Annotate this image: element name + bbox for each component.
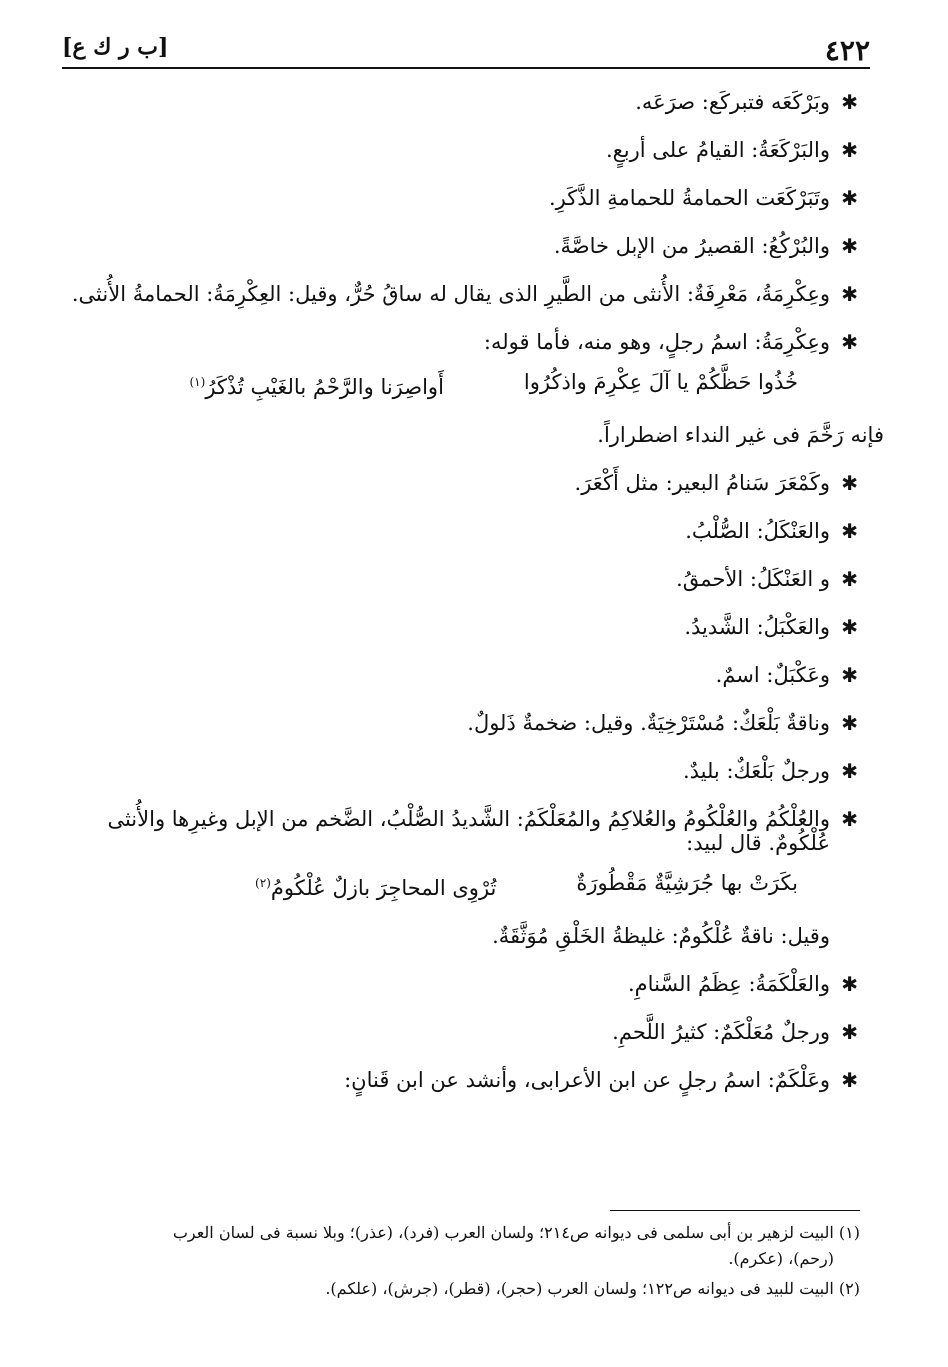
entry-star-icon: ✱ (841, 759, 858, 783)
footnote-item (66, 1276, 860, 1302)
page-number: ٤٢٢ (824, 34, 870, 67)
footnote-text: البيت للبيد فى ديوانه ص١٢٢؛ ولسان العرب (حجر)، (قطر)، (جرش)، (علكم). (325, 1279, 834, 1298)
verse-first-hemistich: خُذُوا حَظَّكُمْ يا آلَ عِكْرِمَ واذكُرُوا (523, 370, 798, 394)
dictionary-entry (70, 234, 858, 258)
entry-star-icon: ✱ (841, 471, 858, 495)
dictionary-entry (70, 663, 858, 687)
footnote-marker: (٢) (255, 876, 271, 890)
dictionary-entry (70, 471, 858, 495)
verse-second-text: أَواصِرَنا والرَّحْمُ بالغَيْبِ تُذْكَرُ (205, 375, 444, 399)
entry-star-icon: ✱ (841, 234, 858, 258)
entry-text: ورجلٌ بَلْعَكٌ: بليدٌ. (682, 759, 830, 783)
entry-star-icon: ✱ (841, 519, 858, 543)
entry-text: وتَبَرْكَعَت الحمامةُ للحمامةِ الذَّكَرِ. (549, 186, 830, 210)
footnote-number: (١) (838, 1223, 860, 1242)
entry-star-icon: ✱ (841, 807, 858, 831)
entry-star-icon: ✱ (841, 330, 858, 354)
entry-text: والعَكْبَلُ: الشَّديدُ. (684, 615, 830, 639)
verse-second-hemistich (189, 370, 443, 399)
header-rule (62, 67, 870, 69)
entry-text: وعَلْكَمٌ: اسمُ رجلٍ عن ابن الأعرابى، وأنشد عن ابن قَنانٍ: (344, 1068, 830, 1092)
entry-star-icon: ✱ (841, 90, 858, 114)
entry-star-icon: ✱ (841, 138, 858, 162)
dictionary-entry (70, 519, 858, 543)
dictionary-entry (70, 90, 858, 114)
dictionary-entry (70, 330, 858, 354)
verse-second-hemistich (255, 871, 496, 900)
dictionary-entry (70, 807, 858, 855)
root-label: [ب ر ك ع] (62, 34, 169, 60)
entry-text: وعِكْرِمَةُ، مَعْرِفَةٌ: الأُنثى من الطَّيرِ الذى يقال له ساقُ حُرٌّ، وقيل: العِكْرِمَةُ: الحمامةُ الأُنثى. (71, 282, 830, 306)
dictionary-entry (70, 615, 858, 639)
footnote-number: (٢) (838, 1279, 860, 1298)
dictionary-entry (70, 138, 858, 162)
dictionary-entry (70, 1020, 858, 1044)
entry-text: و العَنْكَلُ: الأحمقُ. (676, 567, 830, 591)
footnotes (66, 1220, 860, 1306)
entry-text: والعُلْكُمُ والعُلْكُومُ والعُلاكِمُ والمُعَلْكَمُ: الشَّديدُ الصُّلْبُ، الضَّخم من الإبل وغيرِها والأُنثى عُلْكُومٌ. قال لبيد: (107, 807, 830, 855)
verse-first-hemistich: بكَرَتْ بها جُرَشِيَّةٌ مَقْطُورَةٌ (576, 871, 798, 895)
entry-star-icon: ✱ (841, 186, 858, 210)
footnote-item (66, 1220, 860, 1272)
dictionary-entry (70, 282, 858, 306)
entry-text: والبَرْكَعَةُ: القيامُ على أربعٍ. (605, 138, 830, 162)
footnote-marker: (١) (189, 375, 206, 389)
dictionary-entry (70, 759, 858, 783)
entry-star-icon: ✱ (841, 282, 858, 306)
entry-star-icon: ✱ (841, 1020, 858, 1044)
text-line (70, 423, 884, 447)
footnote-text: البيت لزهير بن أبى سلمى فى ديوانه ص٢١٤؛ ولسان العرب (فرد)، (عذر)؛ وبلا نسبة فى لسان العرب (172, 1223, 834, 1242)
verse-line (70, 370, 798, 399)
entry-text: والعَنْكَلُ: الصُّلْبُ. (685, 519, 830, 543)
entry-text: وكَمْعَرَ سَنامُ البعير: مثل أَكْعَرَ. (574, 471, 830, 495)
entry-star-icon: ✱ (841, 567, 858, 591)
text-line (70, 924, 830, 948)
verse-second-text: تُرْوِى المحاجِرَ بازلٌ عُلْكُومُ (270, 876, 497, 900)
entry-star-icon: ✱ (841, 1068, 858, 1092)
dictionary-entry (70, 567, 858, 591)
entry-text: وعَكْبَلٌ: اسمٌ. (715, 663, 830, 687)
entry-star-icon: ✱ (841, 711, 858, 735)
dictionary-entry (70, 1068, 858, 1092)
verse-line (70, 871, 798, 900)
entry-text: فإنه رَخَّمَ فى غير النداء اضطراراً. (597, 423, 884, 447)
entry-star-icon: ✱ (841, 972, 858, 996)
main-text (70, 90, 884, 1116)
entry-star-icon: ✱ (841, 663, 858, 687)
dictionary-entry (70, 711, 858, 735)
entry-text: وبَرْكَعَه فتبركَع: صرَعَه. (635, 90, 830, 114)
footnote-continuation: (رحم)، (عكرم). (728, 1249, 834, 1268)
entry-star-icon: ✱ (841, 615, 858, 639)
dictionary-entry (70, 972, 858, 996)
entry-text: والبُرْكُعُ: القصيرُ من الإبل خاصَّةً. (553, 234, 830, 258)
entry-text: وعِكْرِمَةُ: اسمُ رجلٍ، وهو منه، فأما قوله: (483, 330, 830, 354)
dictionary-entry (70, 186, 858, 210)
entry-text: ورجلٌ مُعَلْكَمٌ: كثيرُ اللَّحمِ. (612, 1020, 830, 1044)
footnote-rule (610, 1210, 860, 1211)
entry-text: والعَلْكَمَةُ: عِظَمُ السَّنامِ. (628, 972, 830, 996)
entry-text: وقيل: ناقةٌ عُلْكُومٌ: غليظةُ الخَلْقِ مُوَثَّقَةٌ. (492, 924, 830, 948)
entry-text: وناقةٌ بَلْعَكٌ: مُسْتَرْخِيَةٌ. وقيل: ضخمةٌ ذَلولٌ. (467, 711, 830, 735)
page-header (62, 30, 870, 66)
